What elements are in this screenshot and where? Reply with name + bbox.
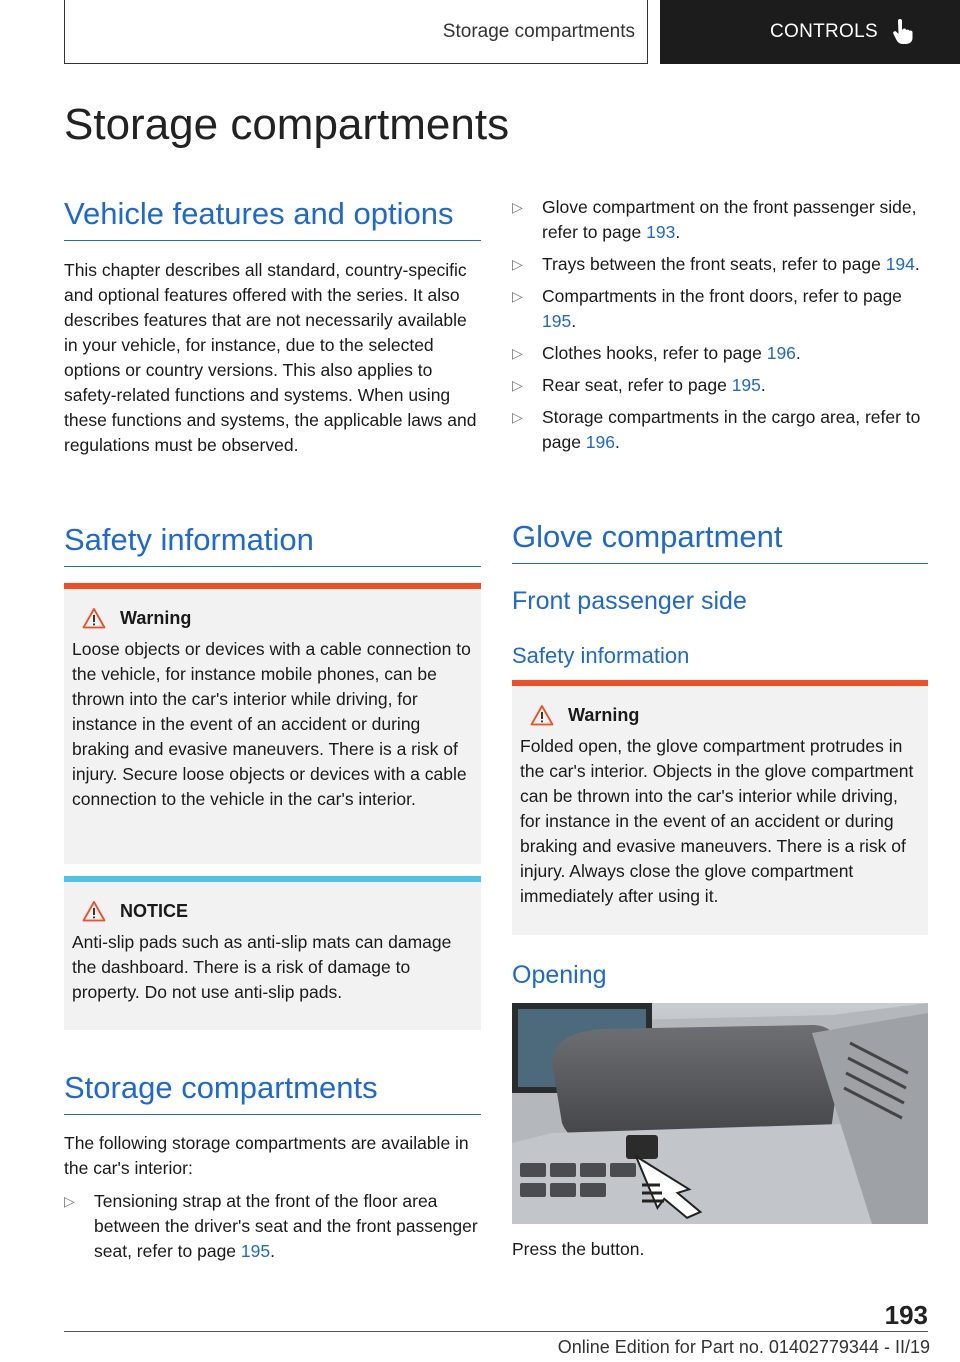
- heading-glove-compartment: Glove compartment: [512, 519, 928, 564]
- warning-label: Warning: [120, 607, 192, 628]
- heading-vehicle-features: Vehicle features and options: [64, 196, 481, 241]
- bullet-triangle-icon: ▷: [512, 377, 523, 393]
- page-reference-link[interactable]: 194: [885, 254, 915, 274]
- bullet-triangle-icon: ▷: [512, 199, 523, 215]
- glove-warning-header: [520, 704, 920, 726]
- warning-header: [72, 607, 473, 629]
- footer-divider: [64, 1331, 928, 1332]
- pointing-hand-icon: [892, 19, 914, 45]
- page-reference-link[interactable]: 196: [766, 343, 796, 363]
- page-reference-link[interactable]: 196: [585, 432, 615, 452]
- page-reference-link[interactable]: 195: [542, 311, 572, 331]
- glove-compartment-photo: [512, 1003, 928, 1224]
- list-item: ▷ Rear seat, refer to page 195.: [512, 373, 928, 398]
- bullet-triangle-icon: ▷: [512, 345, 523, 361]
- glove-warning-text: Folded open, the glove compartment protrudes in the car's interior. Objects in the glove compartment can be thrown into the car's interior while driving, for instance in the event of an accident or during braking and evasive maneuvers. There is a risk of injury. Always close the glove compartment immediately after using it.: [520, 736, 914, 906]
- bullet-triangle-icon: ▷: [512, 256, 523, 272]
- heading-glove-safety-information: Safety information: [512, 643, 690, 668]
- heading-opening: Opening: [512, 961, 607, 989]
- list-item: ▷ Storage compartments in the cargo area, refer to page 196.: [512, 407, 921, 452]
- warning-text: Loose objects or devices with a cable connection to the vehicle, for instance mobile phones, can be thrown into the car's interior while driving, for instance in the event of an accident or during braking and evasive maneuvers. There is a risk of injury. Secure loose objects or devices with a cable connection to the vehicle in the car's interior.: [72, 639, 471, 809]
- header-section-tab: [64, 0, 648, 64]
- heading-front-passenger-side: Front passenger side: [512, 587, 747, 615]
- heading-safety-information: Safety information: [64, 522, 481, 567]
- list-item: ▷ Clothes hooks, refer to page 196.: [512, 341, 928, 366]
- notice-label: NOTICE: [120, 900, 189, 921]
- notice-header: [72, 900, 473, 922]
- glove-warning-box: [512, 680, 928, 935]
- warning-triangle-icon: [530, 704, 554, 726]
- header-section-title: Storage compartments: [442, 20, 635, 42]
- page-reference-link[interactable]: 195: [240, 1241, 271, 1261]
- storage-intro-text: The following storage compartments are available in the car's interior:: [64, 1133, 469, 1178]
- header-chapter-tab: [660, 0, 960, 64]
- page-reference-link[interactable]: 193: [646, 222, 676, 242]
- list-item: ▷ Trays between the front seats, refer to page 194.: [512, 252, 928, 277]
- list-item: ▷ Glove compartment on the front passenger side, refer to page 193.: [512, 197, 917, 242]
- warning-box: [64, 583, 481, 864]
- bullet-triangle-icon: ▷: [64, 1193, 75, 1209]
- glove-warning-label: Warning: [568, 704, 640, 725]
- page-number: 193: [884, 1300, 928, 1330]
- warning-triangle-icon: [82, 607, 106, 629]
- heading-storage-compartments: Storage compartments: [64, 1070, 481, 1115]
- header-chapter-title: CONTROLS: [770, 21, 878, 42]
- bullet-triangle-icon: ▷: [512, 409, 523, 425]
- page-title: Storage compartments: [64, 100, 510, 149]
- vehicle-features-text: This chapter describes all standard, country-specific and optional features offered with the series. It also describes features that are not necessarily available in your vehicle, for instance, due to the selected options or country versions. This also applies to safety-related functions and systems. When using these functions and systems, the applicable laws and regulations must be observed.: [64, 260, 477, 455]
- opening-caption: Press the button.: [512, 1239, 645, 1259]
- notice-triangle-icon: [82, 900, 106, 922]
- footer-edition: Online Edition for Part no. 01402779344 - II/19: [557, 1337, 930, 1357]
- notice-text: Anti-slip pads such as anti-slip mats can damage the dashboard. There is a risk of damage to property. Do not use anti-slip pads.: [72, 932, 452, 1002]
- notice-box: [64, 876, 481, 1030]
- list-item: ▷ Compartments in the front doors, refer to page 195.: [512, 286, 902, 331]
- page-reference-link[interactable]: 195: [731, 375, 761, 395]
- bullet-triangle-icon: ▷: [512, 288, 523, 304]
- list-item: ▷ Tensioning strap at the front of the floor area between the driver's seat and the front passenger seat, refer to page 195.: [64, 1191, 478, 1261]
- storage-list-right: [512, 195, 928, 462]
- storage-list-left: [64, 1189, 481, 1271]
